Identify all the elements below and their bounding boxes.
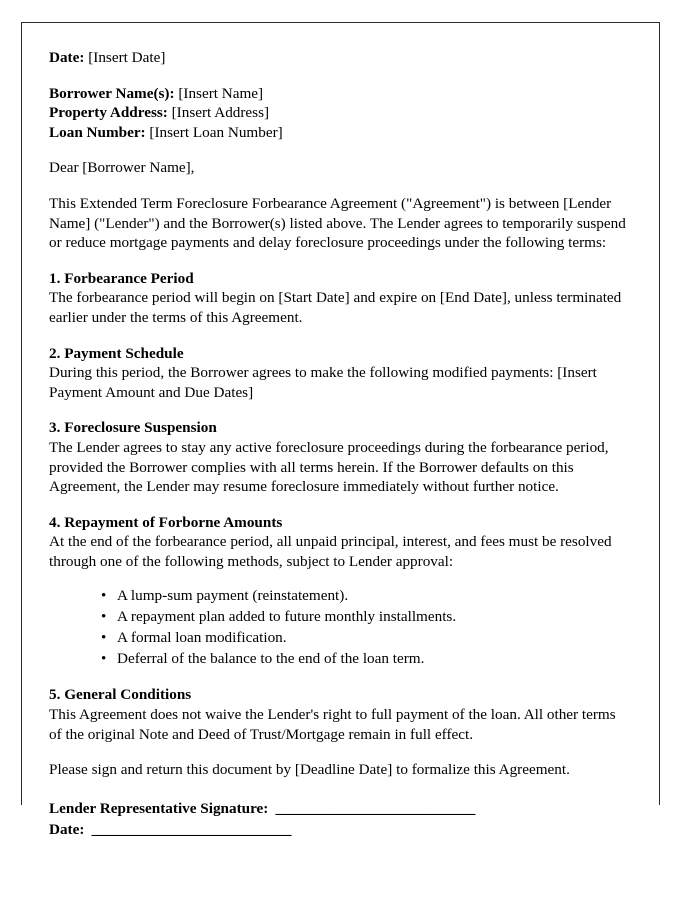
document-page <box>21 22 660 838</box>
loan-number-line <box>49 123 629 143</box>
signature-date-row <box>49 819 629 840</box>
section-payment-schedule <box>49 344 629 403</box>
borrower-info-block <box>49 84 629 143</box>
section-heading: 3. Foreclosure Suspension <box>49 419 217 437</box>
date-line <box>49 48 629 68</box>
spacer-after-section-2 <box>49 402 629 418</box>
signature-date-line[interactable]: ___________________________ <box>84 820 292 838</box>
section-heading: 5. General Conditions <box>49 686 192 704</box>
list-item: • A formal loan modification. <box>49 627 629 648</box>
section-foreclosure-suspension <box>49 418 629 496</box>
date-value: [Insert Date] <box>88 49 166 66</box>
repayment-methods-list <box>49 585 629 669</box>
loan-number-label: Loan Number: <box>49 123 146 141</box>
date-label: Date: <box>49 49 85 66</box>
spacer-after-section-3 <box>49 497 629 513</box>
spacer-after-salutation <box>49 178 629 194</box>
property-address-value: [Insert Address] <box>171 104 270 122</box>
loan-number-value: [Insert Loan Number] <box>149 123 283 141</box>
closing-paragraph: Please sign and return this document by [Deadline Date] to formalize this Agreement. <box>49 761 570 779</box>
section-body: During this period, the Borrower agrees to make the following modified payments: [Insert Payment Amount and Due Dates] <box>49 364 597 401</box>
section-heading: 4. Repayment of Forborne Amounts <box>49 513 283 531</box>
document-body <box>49 48 629 840</box>
spacer-after-section-5 <box>49 744 629 760</box>
section-repayment-of-forborne-amounts <box>49 513 629 670</box>
spacer-after-intro <box>49 253 629 269</box>
section-heading: 1. Forbearance Period <box>49 269 194 287</box>
lender-signature-row <box>49 798 629 819</box>
salutation: Dear [Borrower Name], <box>49 159 195 177</box>
section-forbearance-period <box>49 269 629 328</box>
list-item: • A lump-sum payment (reinstatement). <box>49 585 629 606</box>
spacer-after-borrower-block <box>49 142 629 158</box>
section-general-conditions <box>49 685 629 744</box>
list-item: • A repayment plan added to future monthly installments. <box>49 606 629 627</box>
borrower-name-value: [Insert Name] <box>178 84 264 102</box>
section-heading: 2. Payment Schedule <box>49 344 184 362</box>
signature-date-label: Date: <box>49 820 85 838</box>
property-address-line <box>49 103 629 123</box>
section-body: The Lender agrees to stay any active foreclosure proceedings during the forbearance period, provided the Borrower complies with all terms herein. If the Borrower defaults on this Agreement, the Lender may resume foreclosure immediately without further notice. <box>49 438 609 496</box>
lender-signature-label: Lender Representative Signature: <box>49 799 269 817</box>
spacer-after-date <box>49 68 629 84</box>
intro-paragraph: This Extended Term Foreclosure Forbearance Agreement ("Agreement") is between [Lender Name] ("Lender") and the Borrower(s) listed above. The Lender agrees to temporarily suspend or reduce mortgage payments and delay foreclosure proceedings under the following terms: <box>49 194 626 252</box>
signature-block <box>49 798 629 840</box>
borrower-name-line <box>49 84 629 104</box>
section-body: This Agreement does not waive the Lender's right to full payment of the loan. All other terms of the original Note and Deed of Trust/Mortgage remain in full effect. <box>49 706 616 743</box>
borrower-name-label: Borrower Name(s): <box>49 84 175 102</box>
section-body: At the end of the forbearance period, all unpaid principal, interest, and fees must be resolved through one of the following methods, subject to Lender approval: <box>49 533 612 570</box>
lender-signature-line[interactable]: ___________________________ <box>268 799 476 817</box>
section-body: The forbearance period will begin on [Start Date] and expire on [End Date], unless terminated earlier under the terms of this Agreement. <box>49 289 622 326</box>
spacer-after-section-1 <box>49 328 629 344</box>
property-address-label: Property Address: <box>49 104 168 122</box>
list-item: • Deferral of the balance to the end of the loan term. <box>49 648 629 669</box>
